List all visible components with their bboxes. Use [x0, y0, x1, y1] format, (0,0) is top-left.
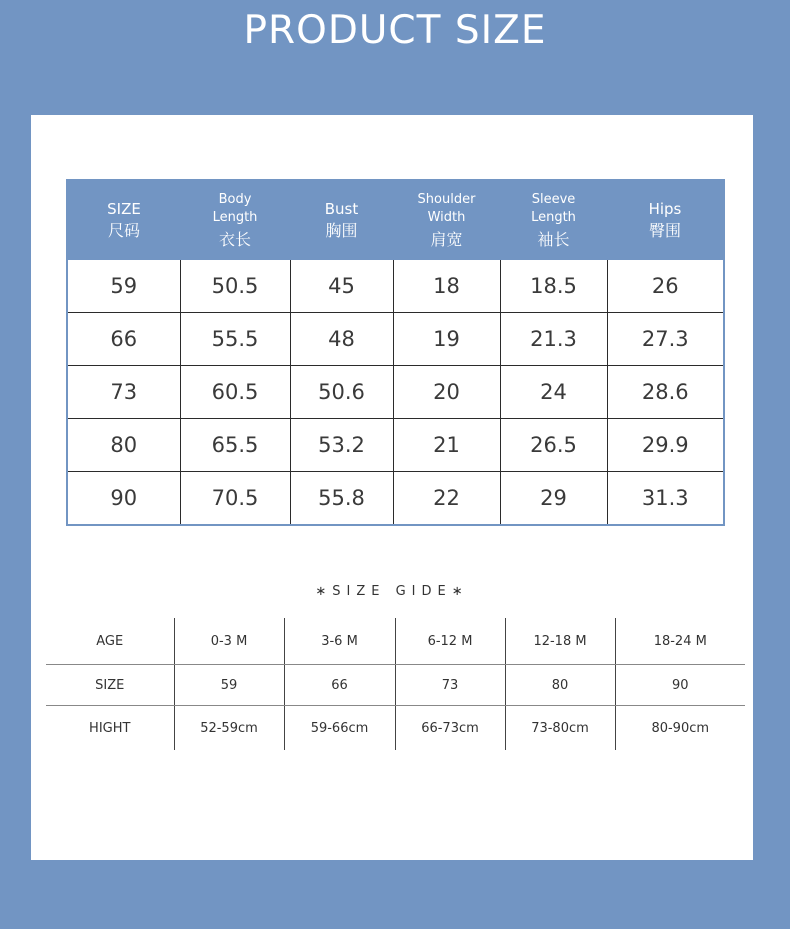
size-chart-header-row	[67, 180, 724, 260]
table-cell: 18	[393, 260, 500, 313]
guide-row-age	[46, 618, 745, 665]
size-guide-title: ∗SIZE GIDE∗	[315, 584, 469, 599]
size-card	[31, 115, 753, 860]
table-cell: 18.5	[500, 260, 607, 313]
header-label-zh: 尺码	[107, 221, 140, 240]
guide-cell: 80-90cm	[615, 706, 745, 751]
table-cell: 24	[500, 366, 607, 419]
table-cell: 20	[393, 366, 500, 419]
table-cell: 50.5	[180, 260, 290, 313]
guide-cell: 18-24 M	[615, 618, 745, 665]
table-cell: 55.5	[180, 313, 290, 366]
table-cell: 29	[500, 472, 607, 526]
guide-cell: 52-59cm	[174, 706, 284, 751]
header-label: Hips	[648, 200, 682, 218]
header-label: Sleeve	[531, 192, 576, 207]
table-cell: 73	[67, 366, 180, 419]
header-label-zh: 衣长	[218, 230, 251, 249]
table-cell: 70.5	[180, 472, 290, 526]
guide-cell: 59-66cm	[284, 706, 395, 751]
table-row	[67, 366, 724, 419]
table-cell: 22	[393, 472, 500, 526]
table-cell: 53.2	[290, 419, 393, 472]
page-title: PRODUCT SIZE	[243, 8, 547, 53]
guide-row-size	[46, 665, 745, 706]
guide-cell: SIZE	[46, 665, 174, 706]
guide-cell: 66-73cm	[395, 706, 505, 751]
guide-cell: 3-6 M	[284, 618, 395, 665]
table-cell: 26.5	[500, 419, 607, 472]
header-label: SIZE	[107, 200, 141, 218]
guide-cell: HIGHT	[89, 720, 131, 736]
table-cell: 19	[393, 313, 500, 366]
guide-cell: 73	[395, 665, 505, 706]
guide-cell: 73-80cm	[505, 706, 615, 751]
table-cell: 60.5	[180, 366, 290, 419]
header-bust	[290, 180, 393, 260]
table-cell: 59	[67, 260, 180, 313]
table-cell: 66	[67, 313, 180, 366]
guide-cell: 66	[284, 665, 395, 706]
table-row	[67, 313, 724, 366]
header-label-zh: 臀围	[648, 221, 681, 240]
header-label: Width	[427, 210, 466, 225]
table-row	[67, 472, 724, 526]
guide-row-height	[46, 706, 745, 751]
table-cell: 21.3	[500, 313, 607, 366]
header-label: Shoulder	[417, 192, 476, 207]
header-label-zh: 袖长	[537, 230, 570, 249]
guide-cell: 6-12 M	[395, 618, 505, 665]
header-label: Bust	[324, 200, 359, 218]
guide-cell: 80	[505, 665, 615, 706]
header-label: Length	[212, 210, 258, 225]
table-cell: 55.8	[290, 472, 393, 526]
table-cell: 21	[393, 419, 500, 472]
header-size	[67, 180, 180, 260]
table-cell: 48	[290, 313, 393, 366]
header-hips	[607, 180, 724, 260]
table-row	[67, 419, 724, 472]
table-cell: 31.3	[607, 472, 724, 526]
table-cell: 45	[290, 260, 393, 313]
table-cell: 27.3	[607, 313, 724, 366]
header-label: Length	[531, 210, 576, 225]
size-chart-table	[66, 179, 725, 526]
header-body-length	[180, 180, 290, 260]
table-cell: 65.5	[180, 419, 290, 472]
header-label: Body	[218, 192, 252, 207]
guide-cell: 59	[174, 665, 284, 706]
header-label-zh: 肩宽	[430, 230, 463, 249]
guide-cell: 90	[615, 665, 745, 706]
table-cell: 90	[110, 486, 138, 510]
header-shoulder-width	[393, 180, 500, 260]
header-label-zh: 胸围	[325, 221, 358, 240]
guide-cell: 12-18 M	[505, 618, 615, 665]
header-sleeve-length	[500, 180, 607, 260]
table-cell: 80	[67, 419, 180, 472]
guide-cell: 0-3 M	[174, 618, 284, 665]
table-cell: 50.6	[290, 366, 393, 419]
table-cell: 29.9	[607, 419, 724, 472]
size-guide-table	[46, 618, 745, 750]
guide-cell: AGE	[46, 618, 174, 665]
table-cell: 28.6	[607, 366, 724, 419]
table-row	[67, 260, 724, 313]
table-cell: 26	[607, 260, 724, 313]
